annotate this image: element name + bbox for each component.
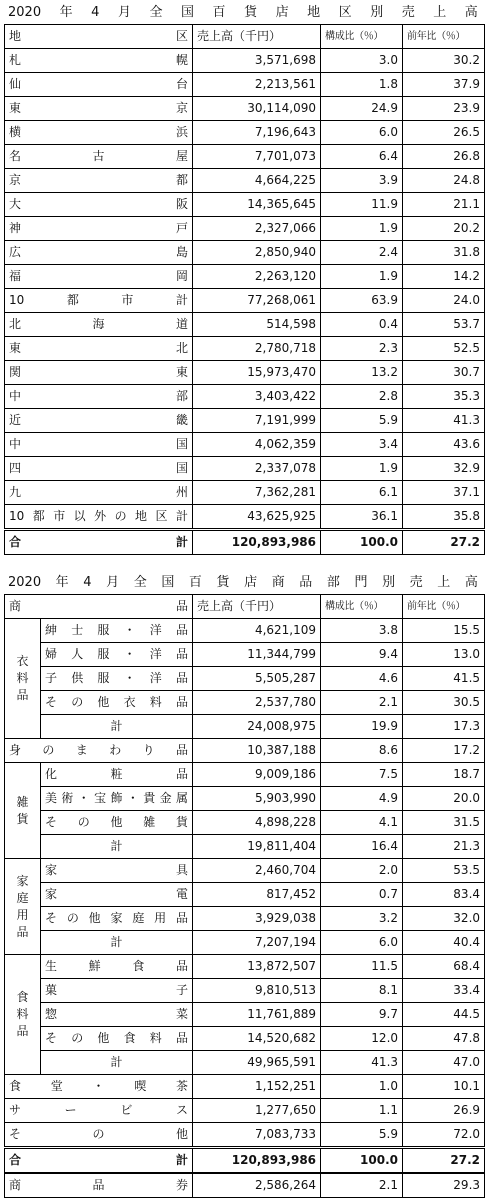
yoy-cell: 43.6 — [403, 433, 485, 457]
sales-cell: 13,872,507 — [193, 955, 321, 979]
row-label: 札幌 — [5, 49, 193, 73]
title-char: 国 — [181, 5, 195, 20]
share-cell: 2.3 — [321, 337, 403, 361]
sales-cell: 514,598 — [193, 313, 321, 337]
grand-total-row — [5, 530, 485, 555]
sales-cell: 1,277,650 — [193, 1099, 321, 1123]
share-cell: 0.7 — [321, 883, 403, 907]
share-cell: 9.7 — [321, 1003, 403, 1027]
item-row — [5, 883, 485, 907]
row-label: 福岡 — [5, 265, 193, 289]
title-char: 年 — [55, 575, 69, 590]
share-cell: 2.4 — [321, 241, 403, 265]
share-cell: 1.9 — [321, 217, 403, 241]
share-cell: 1.0 — [321, 1075, 403, 1099]
row-label: 商品券 — [5, 1173, 193, 1198]
row-label: サービス — [5, 1099, 193, 1123]
share-cell: 6.0 — [321, 931, 403, 955]
category-char: 衣 — [16, 654, 29, 668]
yoy-cell: 32.0 — [403, 907, 485, 931]
yoy-cell: 35.3 — [403, 385, 485, 409]
share-cell: 3.8 — [321, 619, 403, 643]
category-char: 料 — [16, 1007, 29, 1021]
item-row — [5, 1003, 485, 1027]
sales-cell: 2,537,780 — [193, 691, 321, 715]
yoy-cell: 37.1 — [403, 481, 485, 505]
row-label: その他食料品 — [41, 1027, 193, 1051]
row-label: 京都 — [5, 169, 193, 193]
area-row — [5, 337, 485, 361]
share-cell: 8.6 — [321, 739, 403, 763]
title-char: 門 — [354, 575, 368, 590]
row-label: 関東 — [5, 361, 193, 385]
city-row — [5, 169, 485, 193]
yoy-cell: 40.4 — [403, 931, 485, 955]
area-row — [5, 409, 485, 433]
row-label: 美術・宝飾・貴金属 — [41, 787, 193, 811]
yoy-cell: 31.5 — [403, 811, 485, 835]
header-product: 商 品 — [5, 595, 193, 619]
yoy-cell: 47.0 — [403, 1051, 485, 1075]
share-cell: 0.4 — [321, 313, 403, 337]
header-row — [5, 25, 485, 49]
yoy-cell: 29.3 — [403, 1173, 485, 1198]
row-label: 身のまわり品 — [5, 739, 193, 763]
row-label: その他 — [5, 1123, 193, 1148]
sales-cell: 2,850,940 — [193, 241, 321, 265]
sales-cell: 1,152,251 — [193, 1075, 321, 1099]
area-row — [5, 481, 485, 505]
sales-cell: 4,062,359 — [193, 433, 321, 457]
gift-certificate-row — [5, 1173, 485, 1198]
yoy-cell: 83.4 — [403, 883, 485, 907]
title-char: 月 — [106, 575, 120, 590]
yoy-cell: 68.4 — [403, 955, 485, 979]
yoy-cell: 30.2 — [403, 49, 485, 73]
share-cell: 4.1 — [321, 811, 403, 835]
share-cell: 7.5 — [321, 763, 403, 787]
yoy-cell: 24.0 — [403, 289, 485, 313]
share-cell: 11.9 — [321, 193, 403, 217]
city-row — [5, 265, 485, 289]
sales-cell: 5,903,990 — [193, 787, 321, 811]
row-label: 惣菜 — [41, 1003, 193, 1027]
item-row — [5, 667, 485, 691]
sales-cell: 5,505,287 — [193, 667, 321, 691]
sales-cell: 2,263,120 — [193, 265, 321, 289]
sales-cell: 2,327,066 — [193, 217, 321, 241]
tail-row — [5, 1099, 485, 1123]
item-row — [5, 907, 485, 931]
share-cell: 1.9 — [321, 265, 403, 289]
row-label: 生鮮食品 — [41, 955, 193, 979]
category-char: 雑 — [16, 794, 29, 809]
tail-row — [5, 1075, 485, 1099]
row-label: 東北 — [5, 337, 193, 361]
sales-cell: 7,191,999 — [193, 409, 321, 433]
city-row — [5, 73, 485, 97]
yoy-cell: 17.3 — [403, 715, 485, 739]
subtotal-label: 計 — [41, 835, 193, 859]
city-row — [5, 241, 485, 265]
title-char: 上 — [433, 5, 447, 20]
row-label: 紳士服・洋品 — [41, 619, 193, 643]
yoy-cell: 53.7 — [403, 313, 485, 337]
row-label: 10都市計 — [5, 289, 193, 313]
title-char: 部 — [326, 575, 340, 590]
yoy-cell: 23.9 — [403, 97, 485, 121]
row-label: 菓子 — [41, 979, 193, 1003]
title-char: 2020 — [8, 5, 42, 20]
header-share: 構成比（％） — [321, 595, 403, 619]
sales-cell: 2,337,078 — [193, 457, 321, 481]
title-char: 別 — [370, 5, 384, 20]
item-row — [5, 643, 485, 667]
sales-cell: 3,571,698 — [193, 49, 321, 73]
sales-cell: 7,083,733 — [193, 1123, 321, 1148]
single-row — [5, 739, 485, 763]
title-char: 店 — [275, 5, 289, 20]
category-char: 品 — [16, 688, 29, 702]
share-cell: 3.4 — [321, 433, 403, 457]
title-char: 月 — [117, 5, 131, 20]
row-label: 九州 — [5, 481, 193, 505]
title-char: 別 — [382, 575, 396, 590]
share-cell: 4.6 — [321, 667, 403, 691]
yoy-cell: 15.5 — [403, 619, 485, 643]
yoy-cell: 10.1 — [403, 1075, 485, 1099]
share-cell: 100.0 — [321, 1148, 403, 1174]
yoy-cell: 35.8 — [403, 505, 485, 530]
share-cell: 3.2 — [321, 907, 403, 931]
yoy-cell: 37.9 — [403, 73, 485, 97]
row-label: 名古屋 — [5, 145, 193, 169]
sales-cell: 7,701,073 — [193, 145, 321, 169]
header-yoy: 前年比（％） — [403, 595, 485, 619]
row-label: 四国 — [5, 457, 193, 481]
yoy-cell: 30.5 — [403, 691, 485, 715]
row-label: 中国 — [5, 433, 193, 457]
category-cell — [5, 619, 41, 739]
category-char: 品 — [16, 924, 29, 939]
yoy-cell: 20.0 — [403, 787, 485, 811]
title-char: 年 — [59, 5, 73, 20]
yoy-cell: 44.5 — [403, 1003, 485, 1027]
title-char: 貨 — [244, 5, 258, 20]
share-cell: 63.9 — [321, 289, 403, 313]
row-label: 家具 — [41, 859, 193, 883]
row-label: 子供服・洋品 — [41, 667, 193, 691]
city-row — [5, 145, 485, 169]
item-row — [5, 787, 485, 811]
grand-total-row — [5, 1148, 485, 1174]
title-char: 商 — [271, 575, 285, 590]
item-row — [5, 859, 485, 883]
category-char: 用 — [16, 907, 29, 922]
sales-cell: 11,761,889 — [193, 1003, 321, 1027]
row-label: その他家庭用品 — [41, 907, 193, 931]
title-char: 2020 — [8, 575, 42, 590]
header-yoy: 前年比（％） — [403, 25, 485, 49]
area-row — [5, 313, 485, 337]
city-row — [5, 217, 485, 241]
title-char: 売 — [409, 575, 423, 590]
tail-row — [5, 1123, 485, 1148]
category-char: 料 — [16, 671, 29, 685]
share-cell: 3.9 — [321, 169, 403, 193]
row-label: 10都市以外の地区計 — [5, 505, 193, 530]
row-label: 合計 — [5, 1148, 193, 1174]
item-row — [5, 1027, 485, 1051]
share-cell: 1.9 — [321, 457, 403, 481]
share-cell: 1.1 — [321, 1099, 403, 1123]
sales-cell: 3,929,038 — [193, 907, 321, 931]
row-label: その他衣料品 — [41, 691, 193, 715]
row-label: 近畿 — [5, 409, 193, 433]
title-char: 百 — [188, 575, 202, 590]
subtotal-label: 計 — [41, 931, 193, 955]
sales-cell: 2,460,704 — [193, 859, 321, 883]
share-cell: 2.1 — [321, 691, 403, 715]
header-sales: 売上高（千円） — [193, 595, 321, 619]
share-cell: 5.9 — [321, 409, 403, 433]
sales-cell: 30,114,090 — [193, 97, 321, 121]
subtotal-row — [5, 715, 485, 739]
city-row — [5, 193, 485, 217]
row-label: 化粧品 — [41, 763, 193, 787]
region-table-title — [8, 4, 478, 22]
sales-cell: 9,009,186 — [193, 763, 321, 787]
category-cell — [5, 955, 41, 1075]
yoy-cell: 33.4 — [403, 979, 485, 1003]
yoy-cell: 47.8 — [403, 1027, 485, 1051]
sales-cell: 2,213,561 — [193, 73, 321, 97]
header-region: 地 区 — [5, 25, 193, 49]
yoy-cell: 72.0 — [403, 1123, 485, 1148]
yoy-cell: 14.2 — [403, 265, 485, 289]
row-label: 合計 — [5, 530, 193, 555]
yoy-cell: 52.5 — [403, 337, 485, 361]
yoy-cell: 41.3 — [403, 409, 485, 433]
sales-cell: 2,780,718 — [193, 337, 321, 361]
subtotal-row — [5, 835, 485, 859]
yoy-cell: 18.7 — [403, 763, 485, 787]
category-cell — [5, 859, 41, 955]
sales-cell: 4,621,109 — [193, 619, 321, 643]
area-row — [5, 361, 485, 385]
item-row — [5, 955, 485, 979]
row-label: 婦人服・洋品 — [41, 643, 193, 667]
area-row — [5, 385, 485, 409]
title-char: 全 — [149, 5, 163, 20]
row-label: 中部 — [5, 385, 193, 409]
sales-cell: 4,898,228 — [193, 811, 321, 835]
subtotal-label: 計 — [41, 1051, 193, 1075]
sales-cell: 15,973,470 — [193, 361, 321, 385]
title-char: 全 — [133, 575, 147, 590]
sales-cell: 14,520,682 — [193, 1027, 321, 1051]
sales-cell: 120,893,986 — [193, 1148, 321, 1174]
item-row — [5, 619, 485, 643]
yoy-cell: 17.2 — [403, 739, 485, 763]
category-char: 家 — [16, 873, 29, 888]
area-total-row — [5, 505, 485, 530]
sales-cell: 817,452 — [193, 883, 321, 907]
share-cell: 2.8 — [321, 385, 403, 409]
share-cell: 2.1 — [321, 1173, 403, 1198]
share-cell: 4.9 — [321, 787, 403, 811]
row-label: 仙台 — [5, 73, 193, 97]
title-char: 国 — [161, 575, 175, 590]
sales-cell: 19,811,404 — [193, 835, 321, 859]
sales-cell: 3,403,422 — [193, 385, 321, 409]
share-cell: 6.1 — [321, 481, 403, 505]
share-cell: 2.0 — [321, 859, 403, 883]
header-row — [5, 595, 485, 619]
title-char: 品 — [299, 575, 313, 590]
yoy-cell: 30.7 — [403, 361, 485, 385]
row-label: 北海道 — [5, 313, 193, 337]
area-row — [5, 433, 485, 457]
row-label: 広島 — [5, 241, 193, 265]
sales-cell: 43,625,925 — [193, 505, 321, 530]
region-sales-table — [4, 24, 485, 555]
row-label: 東京 — [5, 97, 193, 121]
yoy-cell: 41.5 — [403, 667, 485, 691]
sales-cell: 24,008,975 — [193, 715, 321, 739]
share-cell: 8.1 — [321, 979, 403, 1003]
title-char: 区 — [338, 5, 352, 20]
yoy-cell: 27.2 — [403, 1148, 485, 1174]
share-cell: 36.1 — [321, 505, 403, 530]
title-char: 貨 — [216, 575, 230, 590]
share-cell: 9.4 — [321, 643, 403, 667]
city-total-row — [5, 289, 485, 313]
yoy-cell: 26.8 — [403, 145, 485, 169]
share-cell: 3.0 — [321, 49, 403, 73]
sales-cell: 9,810,513 — [193, 979, 321, 1003]
yoy-cell: 20.2 — [403, 217, 485, 241]
yoy-cell: 21.3 — [403, 835, 485, 859]
sales-cell: 14,365,645 — [193, 193, 321, 217]
yoy-cell: 24.8 — [403, 169, 485, 193]
header-share: 構成比（％） — [321, 25, 403, 49]
title-char: 百 — [212, 5, 226, 20]
title-char: 上 — [437, 575, 451, 590]
yoy-cell: 53.5 — [403, 859, 485, 883]
share-cell: 12.0 — [321, 1027, 403, 1051]
yoy-cell: 21.1 — [403, 193, 485, 217]
yoy-cell: 32.9 — [403, 457, 485, 481]
item-row — [5, 691, 485, 715]
sales-cell: 4,664,225 — [193, 169, 321, 193]
yoy-cell: 13.0 — [403, 643, 485, 667]
category-char: 庭 — [16, 890, 29, 905]
item-row — [5, 811, 485, 835]
sales-cell: 2,586,264 — [193, 1173, 321, 1198]
share-cell: 100.0 — [321, 530, 403, 555]
title-char: 高 — [464, 575, 478, 590]
sales-cell: 77,268,061 — [193, 289, 321, 313]
row-label: 神戸 — [5, 217, 193, 241]
title-char: 4 — [91, 5, 100, 20]
sales-cell: 49,965,591 — [193, 1051, 321, 1075]
title-char: 高 — [464, 5, 478, 20]
area-row — [5, 457, 485, 481]
share-cell: 19.9 — [321, 715, 403, 739]
title-char: 売 — [401, 5, 415, 20]
share-cell: 6.0 — [321, 121, 403, 145]
yoy-cell: 26.5 — [403, 121, 485, 145]
title-char: 地 — [307, 5, 321, 20]
subtotal-row — [5, 1051, 485, 1075]
share-cell: 11.5 — [321, 955, 403, 979]
item-row — [5, 763, 485, 787]
city-row — [5, 121, 485, 145]
row-label: 横浜 — [5, 121, 193, 145]
yoy-cell: 27.2 — [403, 530, 485, 555]
category-char: 品 — [16, 1024, 29, 1038]
share-cell: 41.3 — [321, 1051, 403, 1075]
title-char: 4 — [83, 575, 92, 590]
share-cell: 16.4 — [321, 835, 403, 859]
sales-cell: 7,362,281 — [193, 481, 321, 505]
category-char: 食 — [16, 990, 29, 1004]
product-table-title — [8, 574, 478, 592]
sales-cell: 10,387,188 — [193, 739, 321, 763]
share-cell: 24.9 — [321, 97, 403, 121]
yoy-cell: 26.9 — [403, 1099, 485, 1123]
category-cell — [5, 763, 41, 859]
share-cell: 1.8 — [321, 73, 403, 97]
row-label: 食堂・喫茶 — [5, 1075, 193, 1099]
share-cell: 6.4 — [321, 145, 403, 169]
yoy-cell: 31.8 — [403, 241, 485, 265]
header-sales: 売上高（千円） — [193, 25, 321, 49]
share-cell: 5.9 — [321, 1123, 403, 1148]
category-char: 貨 — [16, 811, 29, 826]
row-label: 家電 — [41, 883, 193, 907]
share-cell: 13.2 — [321, 361, 403, 385]
sales-cell: 120,893,986 — [193, 530, 321, 555]
sales-cell: 7,207,194 — [193, 931, 321, 955]
subtotal-label: 計 — [41, 715, 193, 739]
item-row — [5, 979, 485, 1003]
subtotal-row — [5, 931, 485, 955]
sales-cell: 11,344,799 — [193, 643, 321, 667]
row-label: その他雑貨 — [41, 811, 193, 835]
city-row — [5, 49, 485, 73]
title-char: 店 — [244, 575, 258, 590]
city-row — [5, 97, 485, 121]
row-label: 大阪 — [5, 193, 193, 217]
sales-cell: 7,196,643 — [193, 121, 321, 145]
product-sales-table — [4, 594, 485, 1198]
